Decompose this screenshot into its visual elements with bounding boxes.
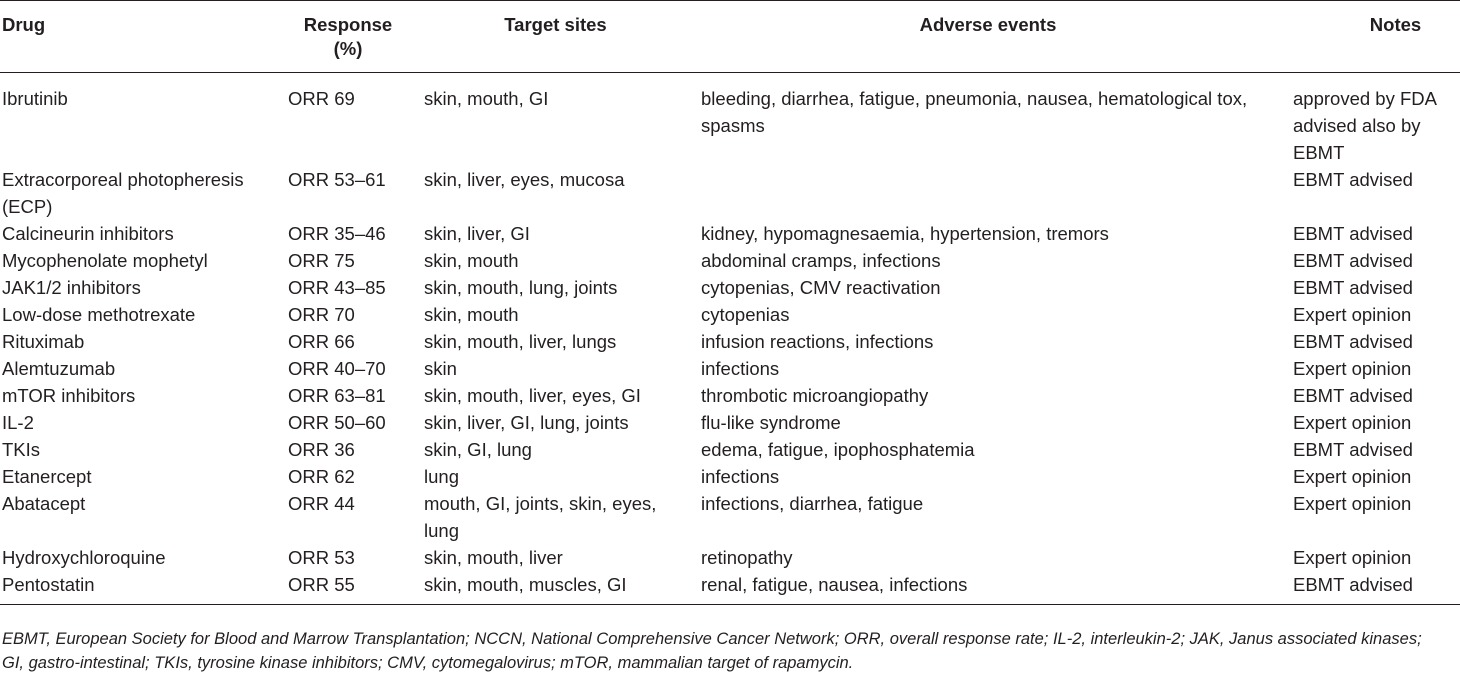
table-row — [0, 355, 1460, 382]
cell-notes: approved by FDA advised also by EBMT — [1293, 88, 1436, 163]
cell-notes: Expert opinion — [1293, 547, 1412, 568]
cell-notes: EBMT advised — [1293, 277, 1413, 298]
cell-response: ORR 63–81 — [288, 385, 386, 406]
table-row — [0, 274, 1460, 301]
table-row — [0, 571, 1460, 605]
table-row — [0, 220, 1460, 247]
table-row — [0, 436, 1460, 463]
cell-target-sites: lung — [424, 466, 459, 487]
table-row — [0, 409, 1460, 436]
table-row — [0, 247, 1460, 274]
cell-notes: EBMT advised — [1293, 250, 1413, 271]
cell-target-sites: skin, mouth — [424, 250, 519, 271]
table-row — [0, 490, 1460, 544]
header-drug: Drug — [2, 14, 46, 35]
cell-target-sites: skin, mouth, lung, joints — [424, 277, 618, 298]
cell-notes: Expert opinion — [1293, 412, 1412, 433]
cell-response: ORR 62 — [288, 466, 355, 487]
cell-adverse-events: cytopenias — [701, 304, 790, 325]
cell-adverse-events: thrombotic microangiopathy — [701, 385, 929, 406]
cell-drug: Etanercept — [2, 466, 92, 487]
cell-drug: IL-2 — [2, 412, 34, 433]
cell-notes: Expert opinion — [1293, 493, 1412, 514]
cell-target-sites: skin, mouth, liver — [424, 547, 563, 568]
cell-target-sites: skin, liver, eyes, mucosa — [424, 169, 625, 190]
cell-notes: Expert opinion — [1293, 358, 1412, 379]
table-row — [0, 328, 1460, 355]
table-header — [0, 1, 1460, 73]
cell-response: ORR 53–61 — [288, 169, 386, 190]
cell-drug: mTOR inhibitors — [2, 385, 136, 406]
cell-response: ORR 75 — [288, 250, 355, 271]
table-row — [0, 382, 1460, 409]
cell-target-sites: skin, GI, lung — [424, 439, 532, 460]
cell-notes: EBMT advised — [1293, 439, 1413, 460]
table-row — [0, 301, 1460, 328]
cell-drug: Pentostatin — [2, 574, 95, 595]
header-response-line2: (%) — [333, 38, 363, 59]
cell-notes: EBMT advised — [1293, 574, 1413, 595]
cell-adverse-events — [695, 166, 1281, 220]
cell-drug: Rituximab — [2, 331, 85, 352]
cell-adverse-events: flu-like syndrome — [701, 412, 841, 433]
cell-adverse-events: infections — [701, 358, 780, 379]
cell-response: ORR 70 — [288, 304, 355, 325]
table-body — [0, 73, 1460, 605]
cell-target-sites: mouth, GI, joints, skin, eyes, lung — [424, 493, 657, 541]
cell-notes: Expert opinion — [1293, 304, 1412, 325]
cell-response: ORR 69 — [288, 88, 355, 109]
cell-drug: Calcineurin inhibitors — [2, 223, 174, 244]
header-response — [280, 1, 416, 73]
cell-notes: EBMT advised — [1293, 223, 1413, 244]
cell-adverse-events: infections — [701, 466, 780, 487]
cell-notes: EBMT advised — [1293, 385, 1413, 406]
header-row — [0, 1, 1460, 73]
table-row — [0, 544, 1460, 571]
cell-target-sites: skin, liver, GI — [424, 223, 530, 244]
table-row — [0, 73, 1460, 167]
cell-target-sites: skin, liver, GI, lung, joints — [424, 412, 629, 433]
header-notes: Notes — [1369, 14, 1422, 35]
cell-drug: JAK1/2 inhibitors — [2, 277, 141, 298]
cell-target-sites: skin — [424, 358, 457, 379]
cell-adverse-events: renal, fatigue, nausea, infections — [701, 574, 968, 595]
cell-adverse-events: infusion reactions, infections — [701, 331, 934, 352]
cell-response: ORR 66 — [288, 331, 355, 352]
header-target-sites: Target sites — [504, 14, 607, 35]
cell-drug: Alemtuzumab — [2, 358, 116, 379]
cell-notes: EBMT advised — [1293, 169, 1413, 190]
cell-response: ORR 55 — [288, 574, 355, 595]
cell-drug: Mycophenolate mophetyl — [2, 250, 208, 271]
cell-response: ORR 40–70 — [288, 358, 386, 379]
cell-target-sites: skin, mouth — [424, 304, 519, 325]
cell-target-sites: skin, mouth, liver, eyes, GI — [424, 385, 641, 406]
cell-adverse-events: cytopenias, CMV reactivation — [701, 277, 941, 298]
cell-response: ORR 43–85 — [288, 277, 386, 298]
cell-drug: TKIs — [2, 439, 41, 460]
cell-drug: Extracorporeal photopheresis (ECP) — [2, 169, 244, 217]
cell-adverse-events: infections, diarrhea, fatigue — [701, 493, 924, 514]
cell-adverse-events: abdominal cramps, infections — [701, 250, 941, 271]
cell-adverse-events: kidney, hypomagnesaemia, hypertension, tremors — [701, 223, 1109, 244]
cell-target-sites: skin, mouth, muscles, GI — [424, 574, 627, 595]
table-row — [0, 166, 1460, 220]
cell-target-sites: skin, mouth, GI — [424, 88, 549, 109]
cell-response: ORR 36 — [288, 439, 355, 460]
cell-response: ORR 53 — [288, 547, 355, 568]
cell-drug: Ibrutinib — [2, 88, 68, 109]
table-row — [0, 463, 1460, 490]
cell-response: ORR 35–46 — [288, 223, 386, 244]
cell-notes: Expert opinion — [1293, 466, 1412, 487]
header-response-line1: Response — [303, 14, 393, 35]
cell-adverse-events: edema, fatigue, ipophosphatemia — [701, 439, 975, 460]
cell-drug: Hydroxychloroquine — [2, 547, 166, 568]
header-adverse-events: Adverse events — [919, 14, 1057, 35]
cell-response: ORR 44 — [288, 493, 355, 514]
cell-adverse-events: bleeding, diarrhea, fatigue, pneumonia, nausea, hematological tox, spasms — [701, 88, 1248, 136]
cell-drug: Low-dose methotrexate — [2, 304, 196, 325]
cell-drug: Abatacept — [2, 493, 86, 514]
cell-target-sites: skin, mouth, liver, lungs — [424, 331, 617, 352]
cell-response: ORR 50–60 — [288, 412, 386, 433]
cell-notes: EBMT advised — [1293, 331, 1413, 352]
table-footnote: EBMT, European Society for Blood and Marrow Transplantation; NCCN, National Comprehensive Cancer Network; ORR, overall response rate; IL-2, interleukin-2; JAK, Janus associated kinases; GI, gastro-intestinal; TKIs, tyrosine kinase inhibitors; CMV, cytomegalovirus; mTOR, mammalian target of rapamycin. — [2, 630, 1422, 672]
cell-adverse-events: retinopathy — [701, 547, 793, 568]
